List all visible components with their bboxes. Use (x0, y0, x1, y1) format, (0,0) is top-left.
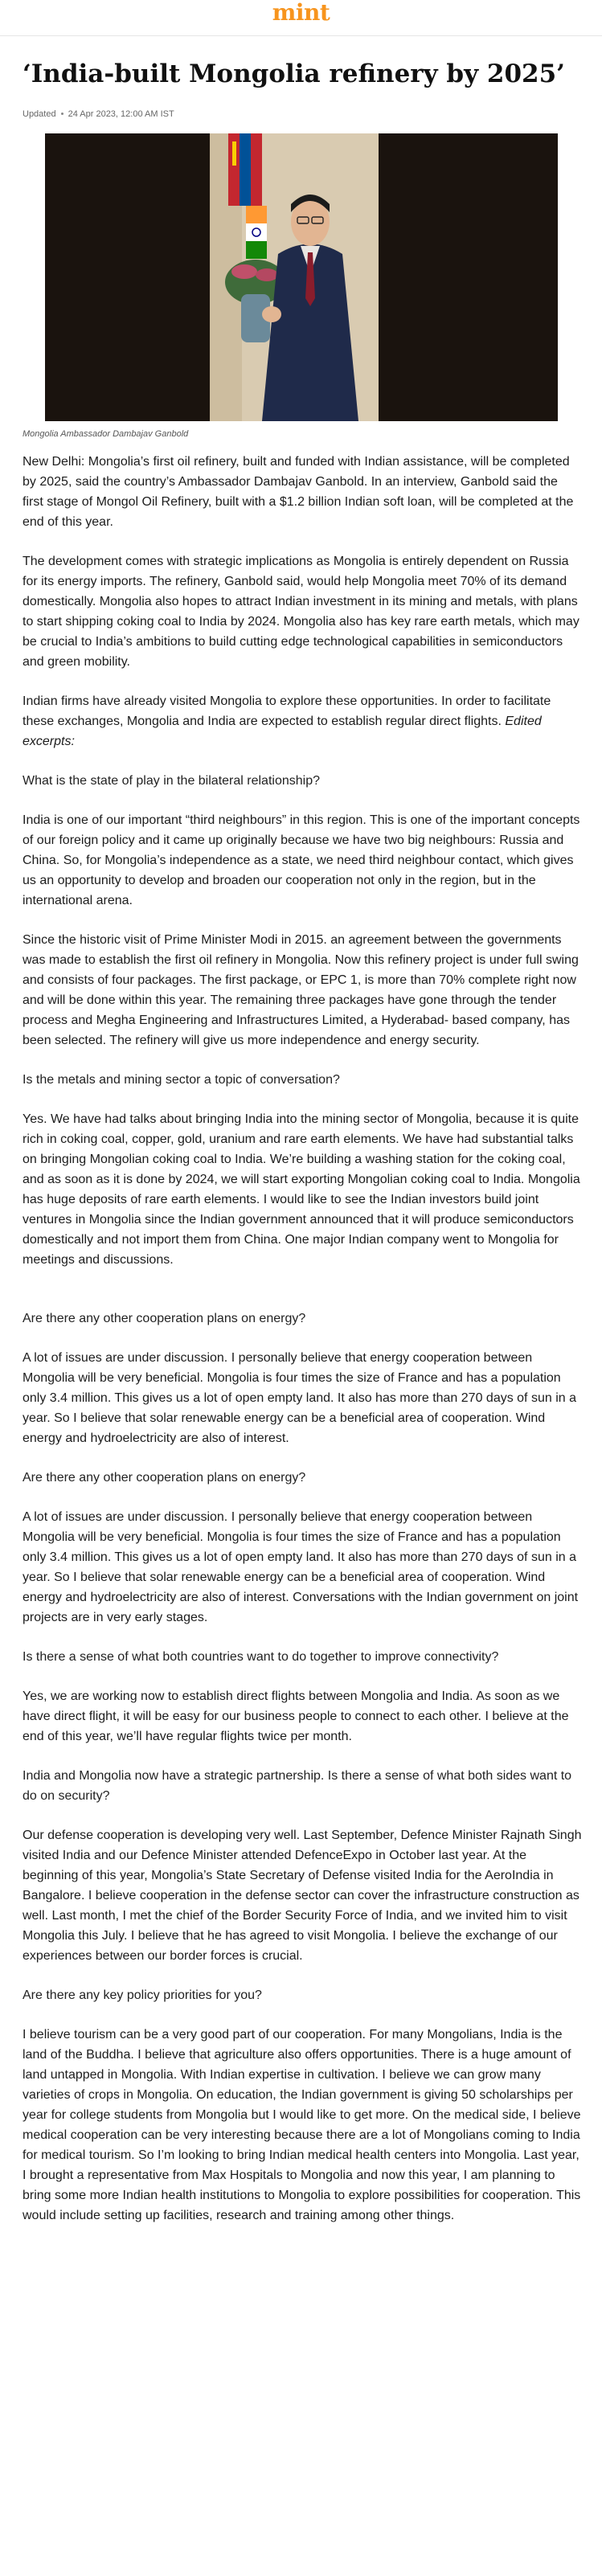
question: India and Mongolia now have a strategic partnership. Is there a sense of what both sides want to do on security? (23, 1769, 572, 1803)
answer: India is one of our important “third neighbours” in this region. This is one of the important concepts of our foreign policy and it came up originally because we have two big neighbours: Russia and China. So, for Mongolia’s independence as a state, we need third neighbour contact, which gives us an opportunity to develop and broaden our cooperation not only in the region, but in the international arena. (23, 813, 580, 907)
ambassador-photo (45, 133, 558, 421)
paragraph-text: Indian firms have already visited Mongolia to explore these opportunities. In order to facilitate these exchanges, Mongolia and India are expected to establish regular direct flights. (23, 694, 551, 728)
answer: A lot of issues are under discussion. I personally believe that energy cooperation between Mongolia will be very beneficial. Mongolia is four times the size of France and has a population only 3.4 million. This gives us a lot of open empty land. It also has more than 270 days of sun in a year. So I believe that solar renewable energy can be a beneficial area of cooperation. Wind energy and hydroelectricity are also of interest. (23, 1351, 576, 1445)
article-headline: ‘India-built Mongolia refinery by 2025’ (23, 59, 565, 88)
separator-dot (61, 113, 63, 115)
mint-logo[interactable]: mint (272, 0, 330, 26)
answer: Since the historic visit of Prime Minister Modi in 2015. an agreement between the governments was made to establish the first oil refinery in Mongolia. Now this refinery project is under full swing and consists of four packages. The first package, or EPC 1, is more than 70% complete right now and will be done within this year. The remaining three packages have gone through the tender process and Megha Engineering and Infrastructures Limited, a Hyderabad- based company, has been selected. The refinery will give us more independence and energy security. (23, 933, 579, 1047)
paragraph (23, 691, 582, 752)
question: Are there any other cooperation plans on energy? (23, 1471, 306, 1485)
answer: I believe tourism can be a very good part of our cooperation. For many Mongolians, India is the land of the Buddha. I believe that agriculture also offers opportunities. There is a huge amount of land untapped in Mongolia. With Indian expertise in cultivation. I believe we can grow many varieties of crops in Mongolia. On education, the Indian government is giving 50 scholarships per year for college students from Mongolia but I would like to get more. On the medical side, I believe medical cooperation can be very interesting because there are a lot of Mongolians coming to India for medical tourism. So I’m looking to bring Indian medical health centers into Mongolia. Last year, I brought a representative from Max Hospitals to Mongolia and now this year, I am planning to bring some more Indian health institutions to Mongolia to explore possibilities for cooperation. This would include setting up facilities, research and training among other things. (23, 2028, 581, 2222)
article-meta (23, 108, 174, 121)
answer: Yes, we are working now to establish direct flights between Mongolia and India. As soon as we have direct flight, it will be easy for our business people to connect to each other. I believe at the end of this year, we’ll have regular flights twice per month. (23, 1689, 569, 1743)
question: Is there a sense of what both countries want to do together to improve connectivity? (23, 1650, 499, 1664)
hero-image (45, 133, 558, 421)
answer: A lot of issues are under discussion. I personally believe that energy cooperation between Mongolia will be very beneficial. Mongolia is four times the size of France and has a population only 3.4 million. This gives us a lot of open empty land. It also has more than 270 days of sun in a year. So I believe that solar renewable energy can be a beneficial area of cooperation. Wind energy and hydroelectricity are also of interest. Conversations with the Indian government on joint projects are in very early stages. (23, 1510, 579, 1624)
article-body (23, 452, 582, 2245)
top-bar (0, 0, 602, 36)
question: What is the state of play in the bilateral relationship? (23, 774, 320, 788)
question: Is the metals and mining sector a topic of conversation? (23, 1073, 340, 1087)
updated-label: Updated (23, 109, 56, 119)
question: Are there any other cooperation plans on energy? (23, 1312, 306, 1325)
image-caption: Mongolia Ambassador Dambajav Ganbold (23, 429, 189, 439)
paragraph: The development comes with strategic implications as Mongolia is entirely dependent on Russia for its energy imports. The refinery, Ganbold said, would help Mongolia meet 70% of its demand domestically. Mongolia also hopes to attract Indian investment in its mining and metals, with plans to start shipping coking coal to India by 2024. Mongolia also has key rare earth metals, which may be crucial to India’s ambitions to build cutting edge technological capabilities in semiconductors and green mobility. (23, 555, 579, 669)
publish-date: 24 Apr 2023, 12:00 AM IST (68, 109, 174, 119)
paragraph: New Delhi: Mongolia’s first oil refinery, built and funded with Indian assistance, will be completed by 2025, said the country’s Ambassador Dambajav Ganbold. In an interview, Ganbold said the first stage of Mongol Oil Refinery, built with a $1.2 billion Indian soft loan, will be completed at the end of this year. (23, 455, 574, 529)
answer: Yes. We have had talks about bringing India into the mining sector of Mongolia, because it is quite rich in coking coal, copper, gold, uranium and rare earth elements. We have had substantial talks on bringing Mongolian coking coal to India. We’re building a washing station for the coking coal, and as soon as it is done by 2024, we will start exporting Mongolian coking coal to India. Mongolia has huge deposits of rare earth elements. I would like to see the Indian investors build joint ventures in Mongolia since the Indian government announced that it will produce semiconductors domestically and not import them from China. One major Indian company went to Mongolia for meetings and discussions. (23, 1112, 580, 1267)
question: Are there any key policy priorities for you? (23, 1988, 262, 2002)
edited-excerpts-label: Edited excerpts: (23, 715, 542, 748)
answer: Our defense cooperation is developing very well. Last September, Defence Minister Rajnath Singh visited India and our Defence Minister attended DefenceExpo in October last year. At the beginning of this year, Mongolia’s State Secretary of Defense visited India for the AeroIndia in Bangalore. I believe cooperation in the defense sector can cover the infrastructure construction as well. Last month, I met the chief of the Border Security Force of India, and we invited him to visit Mongolia this July. I believe that he has agreed to visit Mongolia. I believe the exchange of our experiences between our border forces is crucial. (23, 1829, 582, 1963)
